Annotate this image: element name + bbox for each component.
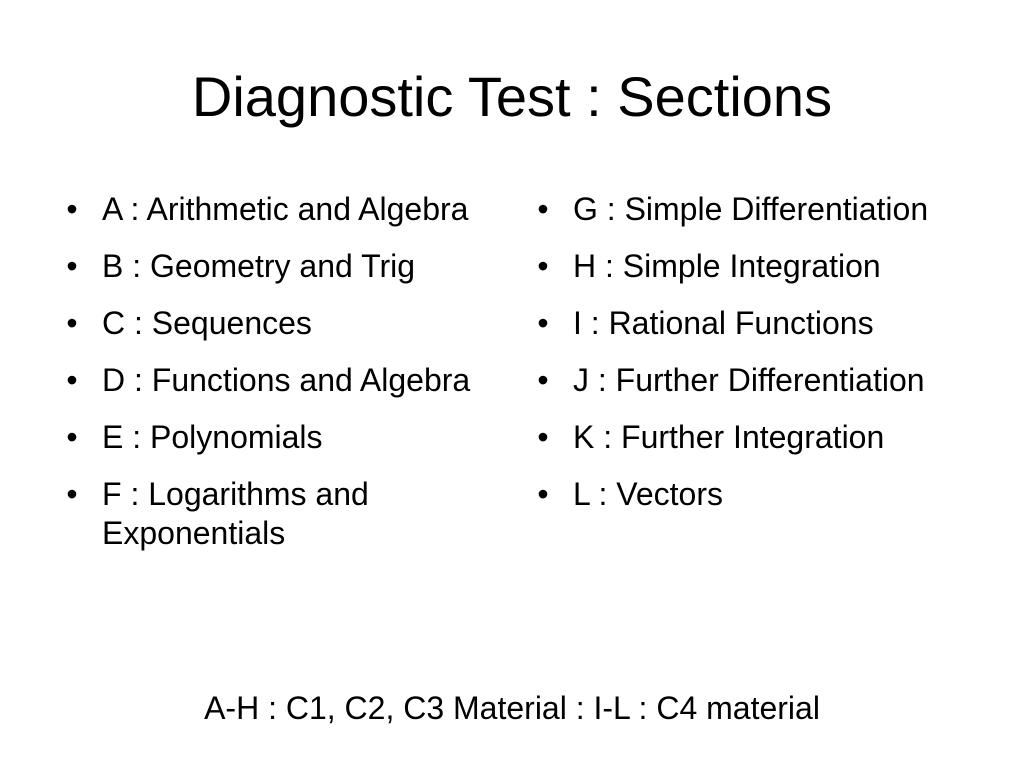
section-label: J : Further Differentiation: [573, 362, 925, 398]
list-item: [56, 475, 506, 553]
list-item: [56, 361, 506, 400]
bullet-icon: •: [537, 305, 549, 341]
section-label: G : Simple Differentiation: [573, 191, 929, 227]
bullet-icon: •: [537, 476, 549, 512]
bullet-icon: •: [66, 191, 78, 227]
section-label: B : Geometry and Trig: [102, 248, 416, 284]
section-label: C : Sequences: [102, 305, 312, 341]
bullet-icon: •: [66, 248, 78, 284]
right-section-list: [527, 190, 997, 532]
bullet-icon: •: [66, 362, 78, 398]
bullet-icon: •: [537, 362, 549, 398]
list-item: [527, 418, 997, 457]
section-label: F : Logarithms and Exponentials: [102, 476, 369, 551]
slide-title: Diagnostic Test : Sections: [191, 65, 833, 128]
section-label: I : Rational Functions: [573, 305, 874, 341]
list-item: [56, 418, 506, 457]
slide-footer-note: A-H : C1, C2, C3 Material : I-L : C4 material: [204, 690, 820, 726]
list-item: [527, 304, 997, 343]
section-label: L : Vectors: [573, 476, 723, 512]
section-label: K : Further Integration: [573, 419, 885, 455]
bullet-icon: •: [66, 476, 78, 512]
bullet-icon: •: [537, 191, 549, 227]
bullet-icon: •: [66, 419, 78, 455]
section-label: D : Functions and Algebra: [102, 362, 471, 398]
section-label: H : Simple Integration: [573, 248, 881, 284]
left-section-list: [56, 190, 506, 571]
section-label: A : Arithmetic and Algebra: [102, 191, 469, 227]
list-item: [56, 247, 506, 286]
list-item: [527, 190, 997, 229]
list-item: [56, 190, 506, 229]
list-item: [527, 475, 997, 514]
list-item: [56, 304, 506, 343]
list-item: [527, 361, 997, 400]
bullet-icon: •: [537, 419, 549, 455]
bullet-icon: •: [537, 248, 549, 284]
section-label: E : Polynomials: [102, 419, 323, 455]
list-item: [527, 247, 997, 286]
bullet-icon: •: [66, 305, 78, 341]
